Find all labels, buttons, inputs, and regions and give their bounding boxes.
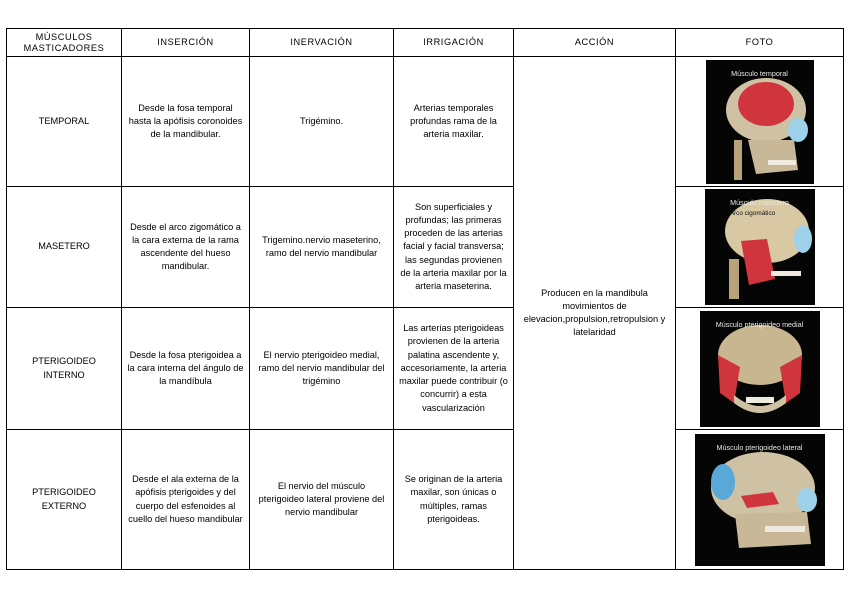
skull-illustration <box>695 434 825 566</box>
inervacion-cell: El nervio pterigoideo medial, ramo del nervio mandibular del trigémino <box>250 308 394 430</box>
header-musculos: MÚSCULOS MASTICADORES <box>7 29 122 57</box>
table-row <box>7 308 844 430</box>
musculo-cell: PTERIGOIDEO INTERNO <box>7 308 122 430</box>
skull-illustration <box>706 60 814 184</box>
musculo-cell: TEMPORAL <box>7 57 122 187</box>
irrigacion-cell: Arterias temporales profundas rama de la arteria maxilar. <box>394 57 514 187</box>
masetero-muscle-photo <box>705 189 815 305</box>
foto-label: Músculo temporal <box>731 68 788 78</box>
header-row <box>7 29 844 57</box>
table-row <box>7 57 844 187</box>
temporal-muscle-photo <box>706 60 814 184</box>
insercion-cell: Desde la fosa temporal hasta la apófisis coronoides de la mandibular. <box>122 57 250 187</box>
foto-cell <box>676 430 844 570</box>
header-accion: ACCIÓN <box>514 29 676 57</box>
inervacion-cell: Trigemino.nervio maseterino, ramo del nervio mandibular <box>250 187 394 308</box>
foto-cell <box>676 187 844 308</box>
muscles-table <box>6 28 844 570</box>
irrigacion-cell: Se originan de la arteria maxilar, son únicas o múltiples, ramas pterigoideas. <box>394 430 514 570</box>
header-foto: FOTO <box>676 29 844 57</box>
foto-label: Músculo masetero <box>730 198 789 207</box>
inervacion-cell: Trigémino. <box>250 57 394 187</box>
irrigacion-cell: Son superficiales y profundas; las primeras proceden de las arterias facial y facial transversa; las segundas provienen de la arteria maxilar por la arteria maseterina. <box>394 187 514 308</box>
header-insercion: INSERCIÓN <box>122 29 250 57</box>
table-row <box>7 187 844 308</box>
insercion-cell: Desde el arco zigomático a la cara externa de la rama ascendente del hueso mandibular. <box>122 187 250 308</box>
musculo-cell: PTERIGOIDEO EXTERNO <box>7 430 122 570</box>
pterigoideo-lateral-photo <box>695 434 825 566</box>
insercion-cell: Desde el ala externa de la apófisis pterigoides y del cuerpo del esfenoides al cuello del hueso mandibular <box>122 430 250 570</box>
foto-label: Músculo pterigoideo lateral <box>716 442 803 452</box>
table-row <box>7 430 844 570</box>
foto-cell <box>676 57 844 187</box>
pterigoideo-medial-photo <box>700 311 820 427</box>
foto-sublabel: Arco cigomático <box>729 210 776 217</box>
foto-label: Músculo pterigoideo medial <box>715 319 804 329</box>
foto-cell <box>676 308 844 430</box>
inervacion-cell: El nervio del músculo pterigoideo lateral proviene del nervio mandibular <box>250 430 394 570</box>
insercion-cell: Desde la fosa pterigoidea a la cara interna del ángulo de la mandíbula <box>122 308 250 430</box>
header-irrigacion: IRRIGACIÓN <box>394 29 514 57</box>
header-inervacion: INERVACIÓN <box>250 29 394 57</box>
accion-cell: Producen en la mandibula movimientos de elevacion,propulsion,retropulsion y latelaridad <box>514 57 676 570</box>
irrigacion-cell: Las arterias pterigoideas provienen de la arteria palatina ascendente y, accesoriamente, la arteria maxilar puede contribuir (o concurrir) a esta vascularización <box>394 308 514 430</box>
musculo-cell: MASETERO <box>7 187 122 308</box>
